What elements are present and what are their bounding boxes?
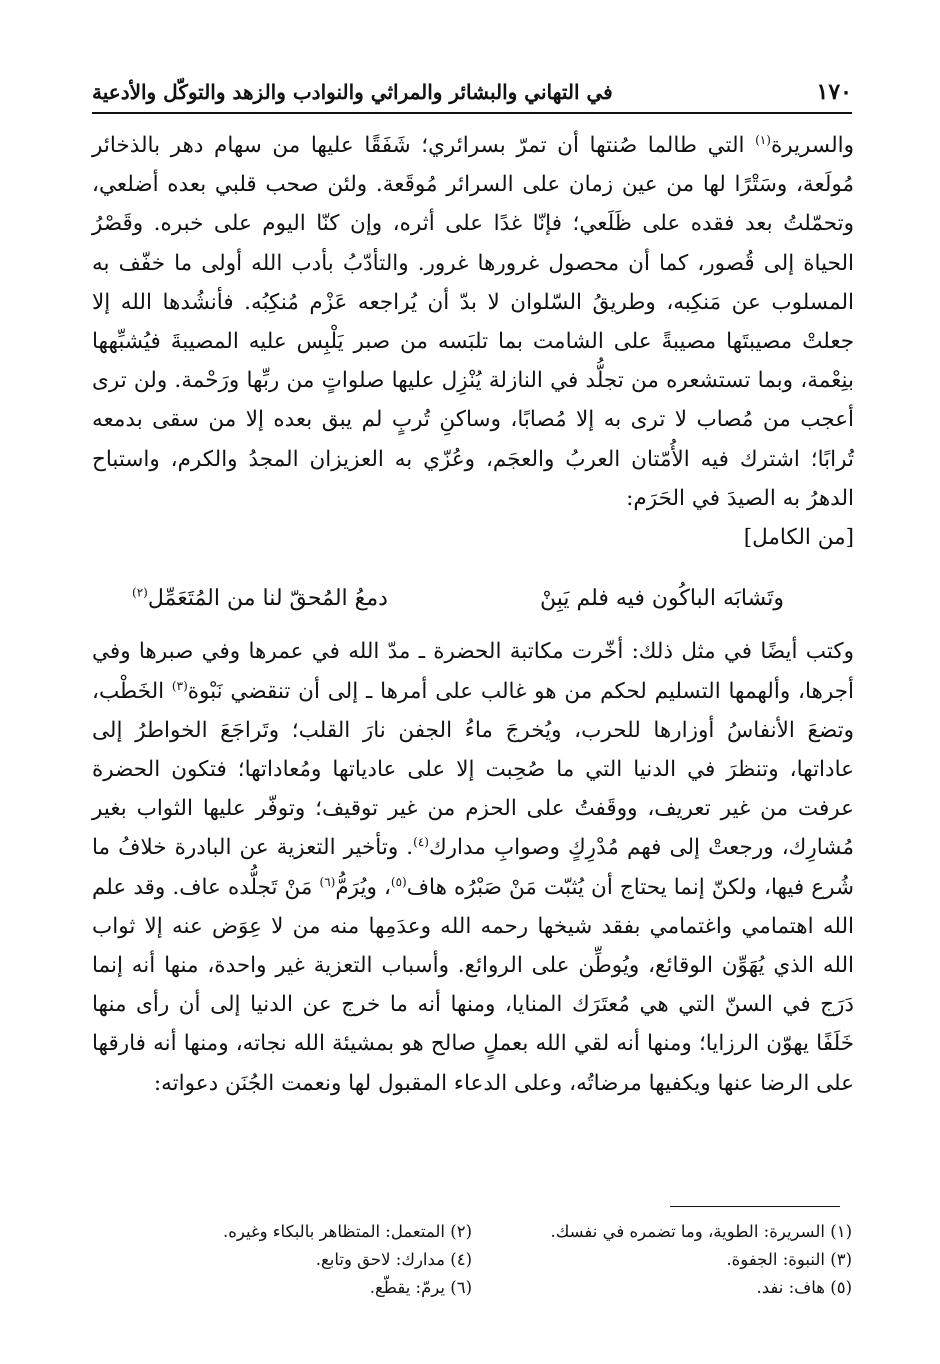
footnote (92, 1218, 472, 1246)
poem-verse (92, 557, 854, 632)
paragraph-text: التي طالما صُنتها أن تمرّ بسرائري؛ شَفَقًا عليها من سهام دهر بالذخائر مُولَعة، وسَتْرًا لها من عين زمان على السرائر مُوقَعة. ولئن صحب قلبي بعده أضلعي، وتحمّلتُ بعد فقده على ظَلَعي؛ فإنّا غدًا على أثره، وإن كنّا اليوم على خبره. وقَصْرُ الحياة إلى قُصور، كما أن محصول غرورها غرور. والتأدّبُ بأدب الله أولى ما خفّف به المسلوب عن مَنكِبه، وطريقُ السّلوان لا بدّ أن يُراجعه عَزْم مُنكِبُه. فأنشُدها الله إلا جعلتْ مصيبتَها مصيبةً على الشامت بما تلبَسه من صبر يَلْبِس عليه المصيبةَ فيُشبِّهها بنِعْمة، وبما تستشعره من تجلُّد في النازلة يُنْزِل عليها صلواتٍ من ربِّها ورَحْمة. ولن ترى أعجب من مُصاب لا ترى به إلا مُصابًا، وساكنِ تُربٍ لم يبق بعده إلا من سقى بدمعه تُرابًا؛ اشترك فيه الأُمّتان العربُ والعجَم، وعُزّي به العزيزان المجدُ والكرم، واستباح الدهرُ به الصيدَ في الحَرَم: (92, 133, 854, 511)
running-header (92, 72, 852, 114)
paragraph-text: . وتأخير التعزية عن البادرة خلافُ ما شُرع فيها، ولكنّ إنما يحتاج أن يُثبّت مَنْ صَبْرُه هاف (92, 835, 854, 900)
main-text (92, 126, 854, 1103)
footnote-number: (٥) (830, 1278, 852, 1297)
footnote (472, 1274, 852, 1302)
paragraph-text: الخَطْب، وتضعَ الأنفاسُ أوزارها للحرب، ويُخرجَ ماءُ الجفن نارَ القلب؛ وتَراجَعَ الخواطرُ إلى عاداتها، وتنظرَ في الدنيا التي ما صُحِبت إلا على عادياتها ومُعاداتها؛ فتكون الحضرة عرفت من غير تعريف، ووقَفتُ على الحزم من غير توقيف؛ وتوفّر عليها الثواب بغير مُشارِك، ورجعتْ إلى فهم مُدْرِكٍ وصوابِ مدارك (92, 678, 854, 861)
footnote-text: النبوة: الجفوة. (726, 1250, 825, 1269)
footnote-ref-6: (٦) (319, 874, 336, 889)
footnote-ref-4: (٤) (413, 835, 429, 850)
footnote-ref-3: (٣) (171, 678, 188, 693)
paragraph-text: مَنْ تَجلُّده عاف. وقد علم الله اهتمامي واغتمامي بفقد شيخها رحمه الله وعدَمِها منه من لا عِوَض عنه إلا ثواب الله الذي يُهَوِّن الوقائع، ويُوطِّن على الروائع. وأسباب التعزية غير واحدة، منها أنه إنما دَرَج في السنّ التي هي مُعتَرَك المنايا، ومنها أنه ما خرج عن الدنيا إلى أن رأى منها خَلَفًا يهوّن الرزايا؛ ومنها أنه لقي الله بعملٍ صالح هو بمشيئة الله نجاته، ومنها أنه فارقها على الرضا عنها ويكفيها مرضاتُه، وعلى الدعاء المقبول لها ونعمت الجُنَن دعواته: (92, 874, 854, 1096)
footnote-ref-5: (٥) (390, 874, 407, 889)
paragraph-2 (92, 632, 854, 1102)
footnote-number: (٢) (450, 1222, 472, 1241)
footnote-number: (١) (830, 1222, 852, 1241)
paragraph-text: وكتب أيضًا في مثل ذلك: أخّرت مكاتبة الحضرة ـ مدّ الله في عمرها وفي صبرها وفي أجرها، وألهمها التسليم لحكم من هو غالب على أمرها ـ إلى أن تنقضي نَبْوة (92, 639, 854, 704)
footnote (92, 1274, 472, 1302)
footnote-text: مدارك: لاحق وتابع. (315, 1250, 445, 1269)
footnote-text: هاف: نفد. (756, 1278, 825, 1297)
footnote-number: (٣) (830, 1250, 852, 1269)
paragraph-text: ، ويُرَمُّ (335, 874, 391, 900)
running-title: في التهاني والبشائر والمراثي والنوادب والزهد والتوكّل والأدعية (92, 80, 613, 104)
footnote-number: (٦) (450, 1278, 472, 1297)
footnotes (92, 1218, 852, 1302)
footnote (92, 1246, 472, 1274)
footnote (472, 1246, 852, 1274)
page-number: ١٧٠ (816, 79, 852, 105)
meter-label: [من الكامل] (743, 525, 854, 551)
footnote-divider (670, 1206, 840, 1207)
footnote-text: السريرة: الطوية، وما تضمره في نفسك. (550, 1222, 825, 1241)
footnote-text: المتعمل: المتظاهر بالبكاء وغيره. (222, 1222, 445, 1241)
footnote-number: (٤) (450, 1250, 472, 1269)
verse-first-hemistich: وتَشابَه الباكُون فيه فلم يَبِنْ (539, 586, 784, 612)
paragraph-1 (92, 126, 854, 518)
paragraph-text: والسريرة (770, 133, 854, 158)
footnote-text: يرمّ: يقطّع. (369, 1278, 445, 1297)
footnote (472, 1218, 852, 1246)
footnote-ref-2: (٢) (132, 585, 148, 600)
verse-second-hemistich (132, 579, 388, 618)
verse-text: دمعُ المُحقّ لنا من المُتَعَمِّل (147, 586, 388, 612)
footnote-ref-1: (١) (755, 132, 771, 147)
